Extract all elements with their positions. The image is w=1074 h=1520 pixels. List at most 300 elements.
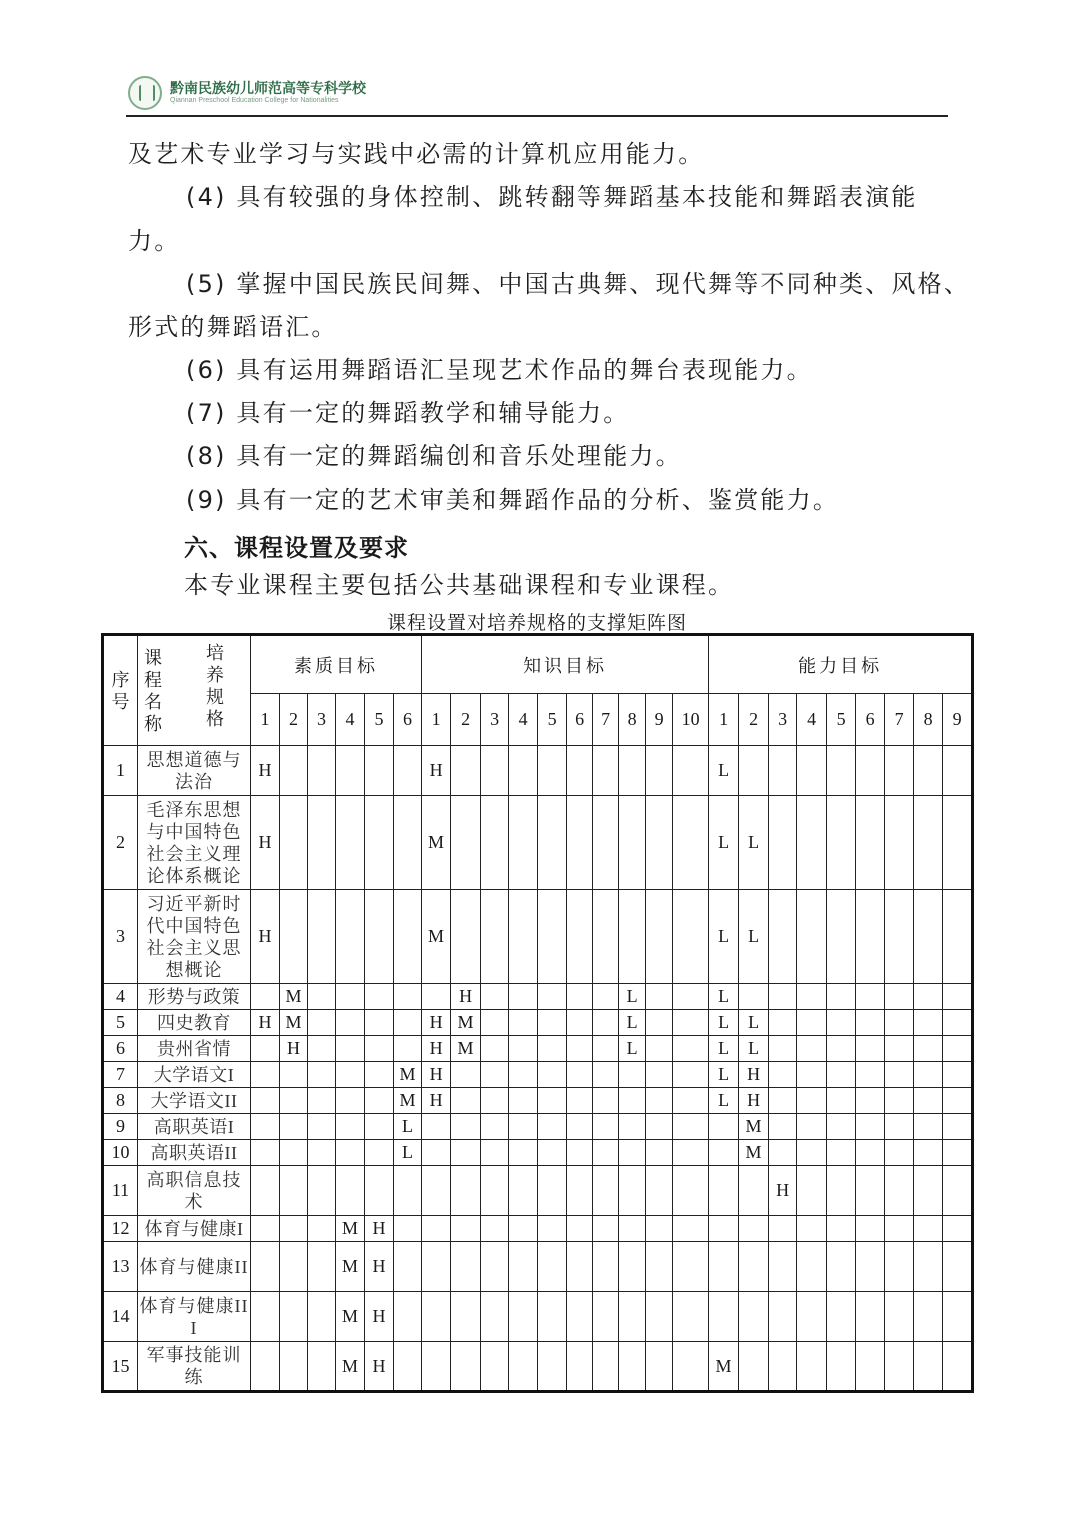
matrix-cell <box>251 1088 280 1114</box>
matrix-cell <box>914 1088 943 1114</box>
matrix-cell <box>509 1010 538 1036</box>
paragraph-line: (5) 掌握中国民族民间舞、中国古典舞、现代舞等不同种类、风格、 <box>186 270 971 298</box>
matrix-cell <box>914 1140 943 1166</box>
matrix-cell <box>646 746 673 796</box>
group-header-row <box>103 635 973 694</box>
matrix-cell <box>567 984 593 1010</box>
matrix-cell <box>856 1216 885 1242</box>
matrix-cell: L <box>709 1036 739 1062</box>
matrix-cell <box>538 1216 567 1242</box>
matrix-cell <box>593 890 619 984</box>
matrix-cell <box>308 890 336 984</box>
matrix-cell <box>567 746 593 796</box>
school-seal-icon <box>128 76 162 110</box>
matrix-cell <box>451 1242 481 1292</box>
column-number: 1 <box>422 694 451 746</box>
table-row <box>103 1036 973 1062</box>
matrix-cell <box>509 1342 538 1392</box>
matrix-cell <box>739 746 769 796</box>
row-seq: 2 <box>103 796 138 890</box>
matrix-cell <box>673 1242 709 1292</box>
matrix-cell <box>336 1062 365 1088</box>
matrix-cell: M <box>336 1242 365 1292</box>
matrix-cell: L <box>709 796 739 890</box>
matrix-cell <box>914 1216 943 1242</box>
column-number: 8 <box>619 694 646 746</box>
diag-header-top: 培养规格 <box>206 643 226 729</box>
matrix-cell <box>538 1062 567 1088</box>
matrix-cell <box>481 1242 509 1292</box>
course-name: 习近平新时代中国特色社会主义思想概论 <box>138 890 251 984</box>
matrix-cell <box>394 1242 422 1292</box>
column-number: 5 <box>365 694 394 746</box>
matrix-cell <box>797 1114 827 1140</box>
row-seq: 13 <box>103 1242 138 1292</box>
matrix-cell <box>673 746 709 796</box>
matrix-cell <box>673 1216 709 1242</box>
matrix-cell <box>673 1342 709 1392</box>
matrix-cell <box>593 746 619 796</box>
matrix-cell <box>769 984 797 1010</box>
matrix-cell <box>509 1036 538 1062</box>
matrix-cell: H <box>769 1166 797 1216</box>
matrix-cell <box>885 1216 914 1242</box>
matrix-cell <box>251 1292 280 1342</box>
matrix-cell <box>769 1010 797 1036</box>
row-seq: 11 <box>103 1166 138 1216</box>
paragraph-line: (4) 具有较强的身体控制、跳转翻等舞蹈基本技能和舞蹈表演能 <box>186 183 918 211</box>
matrix-cell <box>827 1292 856 1342</box>
column-number: 2 <box>451 694 481 746</box>
matrix-cell <box>336 746 365 796</box>
matrix-cell <box>481 1114 509 1140</box>
matrix-cell <box>673 1036 709 1062</box>
matrix-cell <box>394 984 422 1010</box>
matrix-cell <box>509 1088 538 1114</box>
matrix-cell <box>308 984 336 1010</box>
matrix-cell <box>797 1242 827 1292</box>
column-number: 4 <box>797 694 827 746</box>
matrix-cell <box>308 1010 336 1036</box>
matrix-cell <box>885 796 914 890</box>
matrix-cell <box>481 1036 509 1062</box>
matrix-cell <box>827 1088 856 1114</box>
matrix-cell <box>509 1242 538 1292</box>
matrix-cell <box>914 796 943 890</box>
matrix-cell <box>538 1010 567 1036</box>
matrix-cell: H <box>451 984 481 1010</box>
matrix-cell <box>336 1010 365 1036</box>
matrix-cell <box>885 746 914 796</box>
matrix-cell <box>673 1010 709 1036</box>
course-name: 思想道德与法治 <box>138 746 251 796</box>
matrix-cell <box>739 1242 769 1292</box>
matrix-cell <box>365 746 394 796</box>
matrix-cell <box>394 890 422 984</box>
matrix-cell <box>336 1088 365 1114</box>
matrix-cell <box>509 796 538 890</box>
column-number: 10 <box>673 694 709 746</box>
matrix-cell <box>280 1140 308 1166</box>
matrix-cell: H <box>365 1342 394 1392</box>
matrix-cell <box>856 1140 885 1166</box>
matrix-cell <box>538 1166 567 1216</box>
matrix-cell <box>619 1342 646 1392</box>
matrix-cell <box>646 1088 673 1114</box>
matrix-cell <box>451 1088 481 1114</box>
matrix-cell <box>619 1088 646 1114</box>
matrix-cell <box>451 1062 481 1088</box>
column-number: 3 <box>481 694 509 746</box>
matrix-cell <box>365 1114 394 1140</box>
column-number: 3 <box>308 694 336 746</box>
matrix-cell <box>308 1036 336 1062</box>
matrix-cell: H <box>251 1010 280 1036</box>
matrix-cell: L <box>394 1140 422 1166</box>
matrix-cell: M <box>451 1010 481 1036</box>
table-row <box>103 796 973 890</box>
matrix-cell <box>394 1342 422 1392</box>
matrix-cell <box>593 1216 619 1242</box>
row-seq: 12 <box>103 1216 138 1242</box>
matrix-cell <box>739 1342 769 1392</box>
matrix-cell <box>856 1010 885 1036</box>
section-intro: 本专业课程主要包括公共基础课程和专业课程。 <box>184 571 735 599</box>
matrix-cell <box>619 1166 646 1216</box>
matrix-cell <box>619 1062 646 1088</box>
matrix-cell <box>646 890 673 984</box>
table-row <box>103 984 973 1010</box>
matrix-cell <box>567 890 593 984</box>
matrix-cell <box>646 984 673 1010</box>
matrix-cell <box>365 890 394 984</box>
matrix-cell <box>280 1242 308 1292</box>
matrix-cell <box>308 1292 336 1342</box>
matrix-cell: H <box>251 890 280 984</box>
matrix-cell <box>646 1114 673 1140</box>
matrix-cell <box>827 1140 856 1166</box>
matrix-cell: M <box>394 1062 422 1088</box>
course-name: 贵州省情 <box>138 1036 251 1062</box>
matrix-cell: M <box>422 890 451 984</box>
matrix-cell <box>538 1036 567 1062</box>
column-number: 8 <box>914 694 943 746</box>
matrix-cell <box>673 1114 709 1140</box>
matrix-cell <box>567 1292 593 1342</box>
matrix-cell <box>709 1140 739 1166</box>
matrix-cell <box>308 796 336 890</box>
matrix-cell <box>308 1166 336 1216</box>
matrix-cell <box>280 1342 308 1392</box>
column-number: 2 <box>280 694 308 746</box>
matrix-cell <box>593 796 619 890</box>
matrix-cell <box>336 1114 365 1140</box>
matrix-cell <box>943 1088 973 1114</box>
course-name: 形势与政策 <box>138 984 251 1010</box>
matrix-cell: L <box>709 890 739 984</box>
matrix-cell <box>943 1140 973 1166</box>
matrix-cell <box>538 984 567 1010</box>
matrix-cell <box>943 1342 973 1392</box>
matrix-cell <box>856 984 885 1010</box>
matrix-cell <box>739 1292 769 1342</box>
matrix-cell <box>709 1216 739 1242</box>
matrix-cell <box>646 1036 673 1062</box>
matrix-cell <box>885 1242 914 1292</box>
matrix-cell <box>394 1216 422 1242</box>
matrix-cell: L <box>739 890 769 984</box>
matrix-cell <box>280 1292 308 1342</box>
matrix-cell: L <box>619 1010 646 1036</box>
matrix-cell <box>509 1166 538 1216</box>
matrix-cell <box>769 1062 797 1088</box>
matrix-cell <box>593 1242 619 1292</box>
matrix-cell <box>365 1010 394 1036</box>
row-seq: 6 <box>103 1036 138 1062</box>
matrix-cell <box>943 1216 973 1242</box>
matrix-cell <box>481 1166 509 1216</box>
matrix-cell <box>943 890 973 984</box>
matrix-cell: H <box>365 1242 394 1292</box>
group-header-2: 知识目标 <box>422 635 709 694</box>
column-number: 2 <box>739 694 769 746</box>
matrix-cell <box>280 746 308 796</box>
matrix-cell <box>885 984 914 1010</box>
matrix-cell <box>619 1140 646 1166</box>
matrix-cell: L <box>709 746 739 796</box>
matrix-cell <box>827 1216 856 1242</box>
matrix-cell <box>336 796 365 890</box>
matrix-cell <box>567 1166 593 1216</box>
matrix-cell <box>280 1166 308 1216</box>
matrix-cell <box>943 1166 973 1216</box>
matrix-cell <box>593 1140 619 1166</box>
row-seq: 7 <box>103 1062 138 1088</box>
matrix-cell <box>769 1088 797 1114</box>
matrix-cell <box>509 1292 538 1342</box>
paragraph-line: (7) 具有一定的舞蹈教学和辅导能力。 <box>186 399 630 427</box>
matrix-cell <box>451 746 481 796</box>
matrix-cell <box>481 1062 509 1088</box>
matrix-cell: M <box>739 1114 769 1140</box>
matrix-cell <box>365 1088 394 1114</box>
matrix-cell <box>769 1292 797 1342</box>
matrix-cell: M <box>709 1342 739 1392</box>
matrix-cell <box>422 984 451 1010</box>
matrix-cell <box>481 1292 509 1342</box>
matrix-cell <box>914 1036 943 1062</box>
matrix-cell <box>619 796 646 890</box>
paragraph-line: (9) 具有一定的艺术审美和舞蹈作品的分析、鉴赏能力。 <box>186 486 840 514</box>
matrix-cell: M <box>422 796 451 890</box>
matrix-cell <box>538 1114 567 1140</box>
matrix-cell <box>856 746 885 796</box>
matrix-cell <box>943 1010 973 1036</box>
matrix-cell <box>673 1292 709 1342</box>
column-number: 5 <box>538 694 567 746</box>
matrix-cell <box>646 1010 673 1036</box>
matrix-cell <box>827 1166 856 1216</box>
matrix-cell: H <box>422 1036 451 1062</box>
matrix-cell <box>451 1216 481 1242</box>
matrix-cell: H <box>422 1062 451 1088</box>
table-row <box>103 1114 973 1140</box>
paragraph-line: (6) 具有运用舞蹈语汇呈现艺术作品的舞台表现能力。 <box>186 356 813 384</box>
matrix-cell <box>914 1166 943 1216</box>
school-logo-text: 黔南民族幼儿师范高等专科学校 <box>170 81 366 97</box>
column-number: 3 <box>769 694 797 746</box>
matrix-cell <box>797 796 827 890</box>
matrix-cell: H <box>422 746 451 796</box>
course-name: 四史教育 <box>138 1010 251 1036</box>
matrix-cell <box>914 1242 943 1292</box>
matrix-cell <box>646 1242 673 1292</box>
matrix-cell <box>509 984 538 1010</box>
matrix-cell <box>885 1292 914 1342</box>
matrix-cell <box>593 1010 619 1036</box>
matrix-cell <box>885 1140 914 1166</box>
matrix-cell <box>593 1292 619 1342</box>
matrix-cell: H <box>739 1062 769 1088</box>
row-seq: 3 <box>103 890 138 984</box>
matrix-cell <box>567 1036 593 1062</box>
matrix-cell <box>251 1166 280 1216</box>
matrix-cell <box>451 1342 481 1392</box>
matrix-cell <box>451 1114 481 1140</box>
matrix-cell <box>567 1140 593 1166</box>
table-row <box>103 890 973 984</box>
matrix-cell <box>593 1342 619 1392</box>
matrix-cell <box>280 890 308 984</box>
matrix-cell <box>619 1242 646 1292</box>
matrix-cell <box>394 1292 422 1342</box>
matrix-cell <box>538 1342 567 1392</box>
row-seq: 10 <box>103 1140 138 1166</box>
row-seq: 14 <box>103 1292 138 1342</box>
matrix-cell: L <box>619 984 646 1010</box>
matrix-cell <box>673 890 709 984</box>
matrix-cell <box>769 890 797 984</box>
matrix-cell <box>856 1292 885 1342</box>
matrix-cell <box>709 1242 739 1292</box>
matrix-cell: H <box>280 1036 308 1062</box>
matrix-cell <box>769 1216 797 1242</box>
row-seq: 4 <box>103 984 138 1010</box>
matrix-cell <box>251 1342 280 1392</box>
column-number: 4 <box>336 694 365 746</box>
column-number: 9 <box>646 694 673 746</box>
matrix-cell <box>943 984 973 1010</box>
matrix-cell <box>914 1114 943 1140</box>
matrix-cell <box>914 1342 943 1392</box>
matrix-cell <box>365 1140 394 1166</box>
matrix-cell <box>797 746 827 796</box>
matrix-cell: L <box>709 1010 739 1036</box>
matrix-cell <box>481 746 509 796</box>
section-heading: 六、课程设置及要求 <box>184 534 409 562</box>
course-name: 大学语文I <box>138 1062 251 1088</box>
table-caption: 课程设置对培养规格的支撑矩阵图 <box>386 612 687 634</box>
matrix-cell <box>538 1088 567 1114</box>
column-number: 5 <box>827 694 856 746</box>
course-name: 体育与健康II <box>138 1242 251 1292</box>
matrix-cell <box>538 746 567 796</box>
course-name: 毛泽东思想与中国特色社会主义理论体系概论 <box>138 796 251 890</box>
table-row <box>103 1010 973 1036</box>
matrix-cell <box>394 796 422 890</box>
matrix-cell <box>797 1036 827 1062</box>
matrix-cell <box>308 1062 336 1088</box>
matrix-cell <box>567 1062 593 1088</box>
matrix-cell <box>885 1036 914 1062</box>
matrix-cell <box>885 1010 914 1036</box>
matrix-cell <box>308 1114 336 1140</box>
matrix-cell <box>914 984 943 1010</box>
matrix-cell: L <box>739 1010 769 1036</box>
column-number: 4 <box>509 694 538 746</box>
matrix-cell <box>739 984 769 1010</box>
matrix-cell <box>673 984 709 1010</box>
matrix-cell <box>856 1062 885 1088</box>
course-name: 体育与健康I <box>138 1216 251 1242</box>
matrix-cell: L <box>709 1062 739 1088</box>
matrix-cell: L <box>739 1036 769 1062</box>
matrix-cell <box>481 796 509 890</box>
matrix-cell <box>567 1088 593 1114</box>
matrix-cell <box>827 1010 856 1036</box>
matrix-cell <box>914 1062 943 1088</box>
matrix-cell <box>827 1062 856 1088</box>
header-divider <box>126 115 948 117</box>
matrix-cell <box>422 1292 451 1342</box>
matrix-cell <box>336 1036 365 1062</box>
matrix-cell <box>365 1036 394 1062</box>
matrix-cell <box>856 1088 885 1114</box>
matrix-cell <box>593 1088 619 1114</box>
matrix-cell <box>481 1010 509 1036</box>
matrix-cell <box>797 1342 827 1392</box>
matrix-cell <box>308 1242 336 1292</box>
matrix-cell <box>943 1292 973 1342</box>
matrix-cell <box>856 1242 885 1292</box>
matrix-cell <box>646 1342 673 1392</box>
matrix-cell <box>280 1062 308 1088</box>
matrix-cell <box>827 984 856 1010</box>
matrix-cell <box>797 1010 827 1036</box>
matrix-cell <box>365 1062 394 1088</box>
matrix-cell <box>709 1292 739 1342</box>
matrix-cell <box>646 796 673 890</box>
page-header <box>126 74 948 116</box>
matrix-cell <box>567 796 593 890</box>
matrix-cell <box>619 1114 646 1140</box>
matrix-cell <box>422 1140 451 1166</box>
matrix-cell <box>567 1242 593 1292</box>
matrix-cell <box>646 1062 673 1088</box>
matrix-cell <box>739 1166 769 1216</box>
paragraph-line: 力。 <box>128 227 181 255</box>
course-name: 高职信息技术 <box>138 1166 251 1216</box>
matrix-cell <box>509 746 538 796</box>
matrix-cell <box>914 746 943 796</box>
matrix-cell: H <box>365 1292 394 1342</box>
matrix-cell <box>646 1166 673 1216</box>
matrix-cell <box>308 1140 336 1166</box>
matrix-cell <box>709 1114 739 1140</box>
matrix-cell <box>827 746 856 796</box>
matrix-cell: L <box>709 1088 739 1114</box>
row-seq: 9 <box>103 1114 138 1140</box>
